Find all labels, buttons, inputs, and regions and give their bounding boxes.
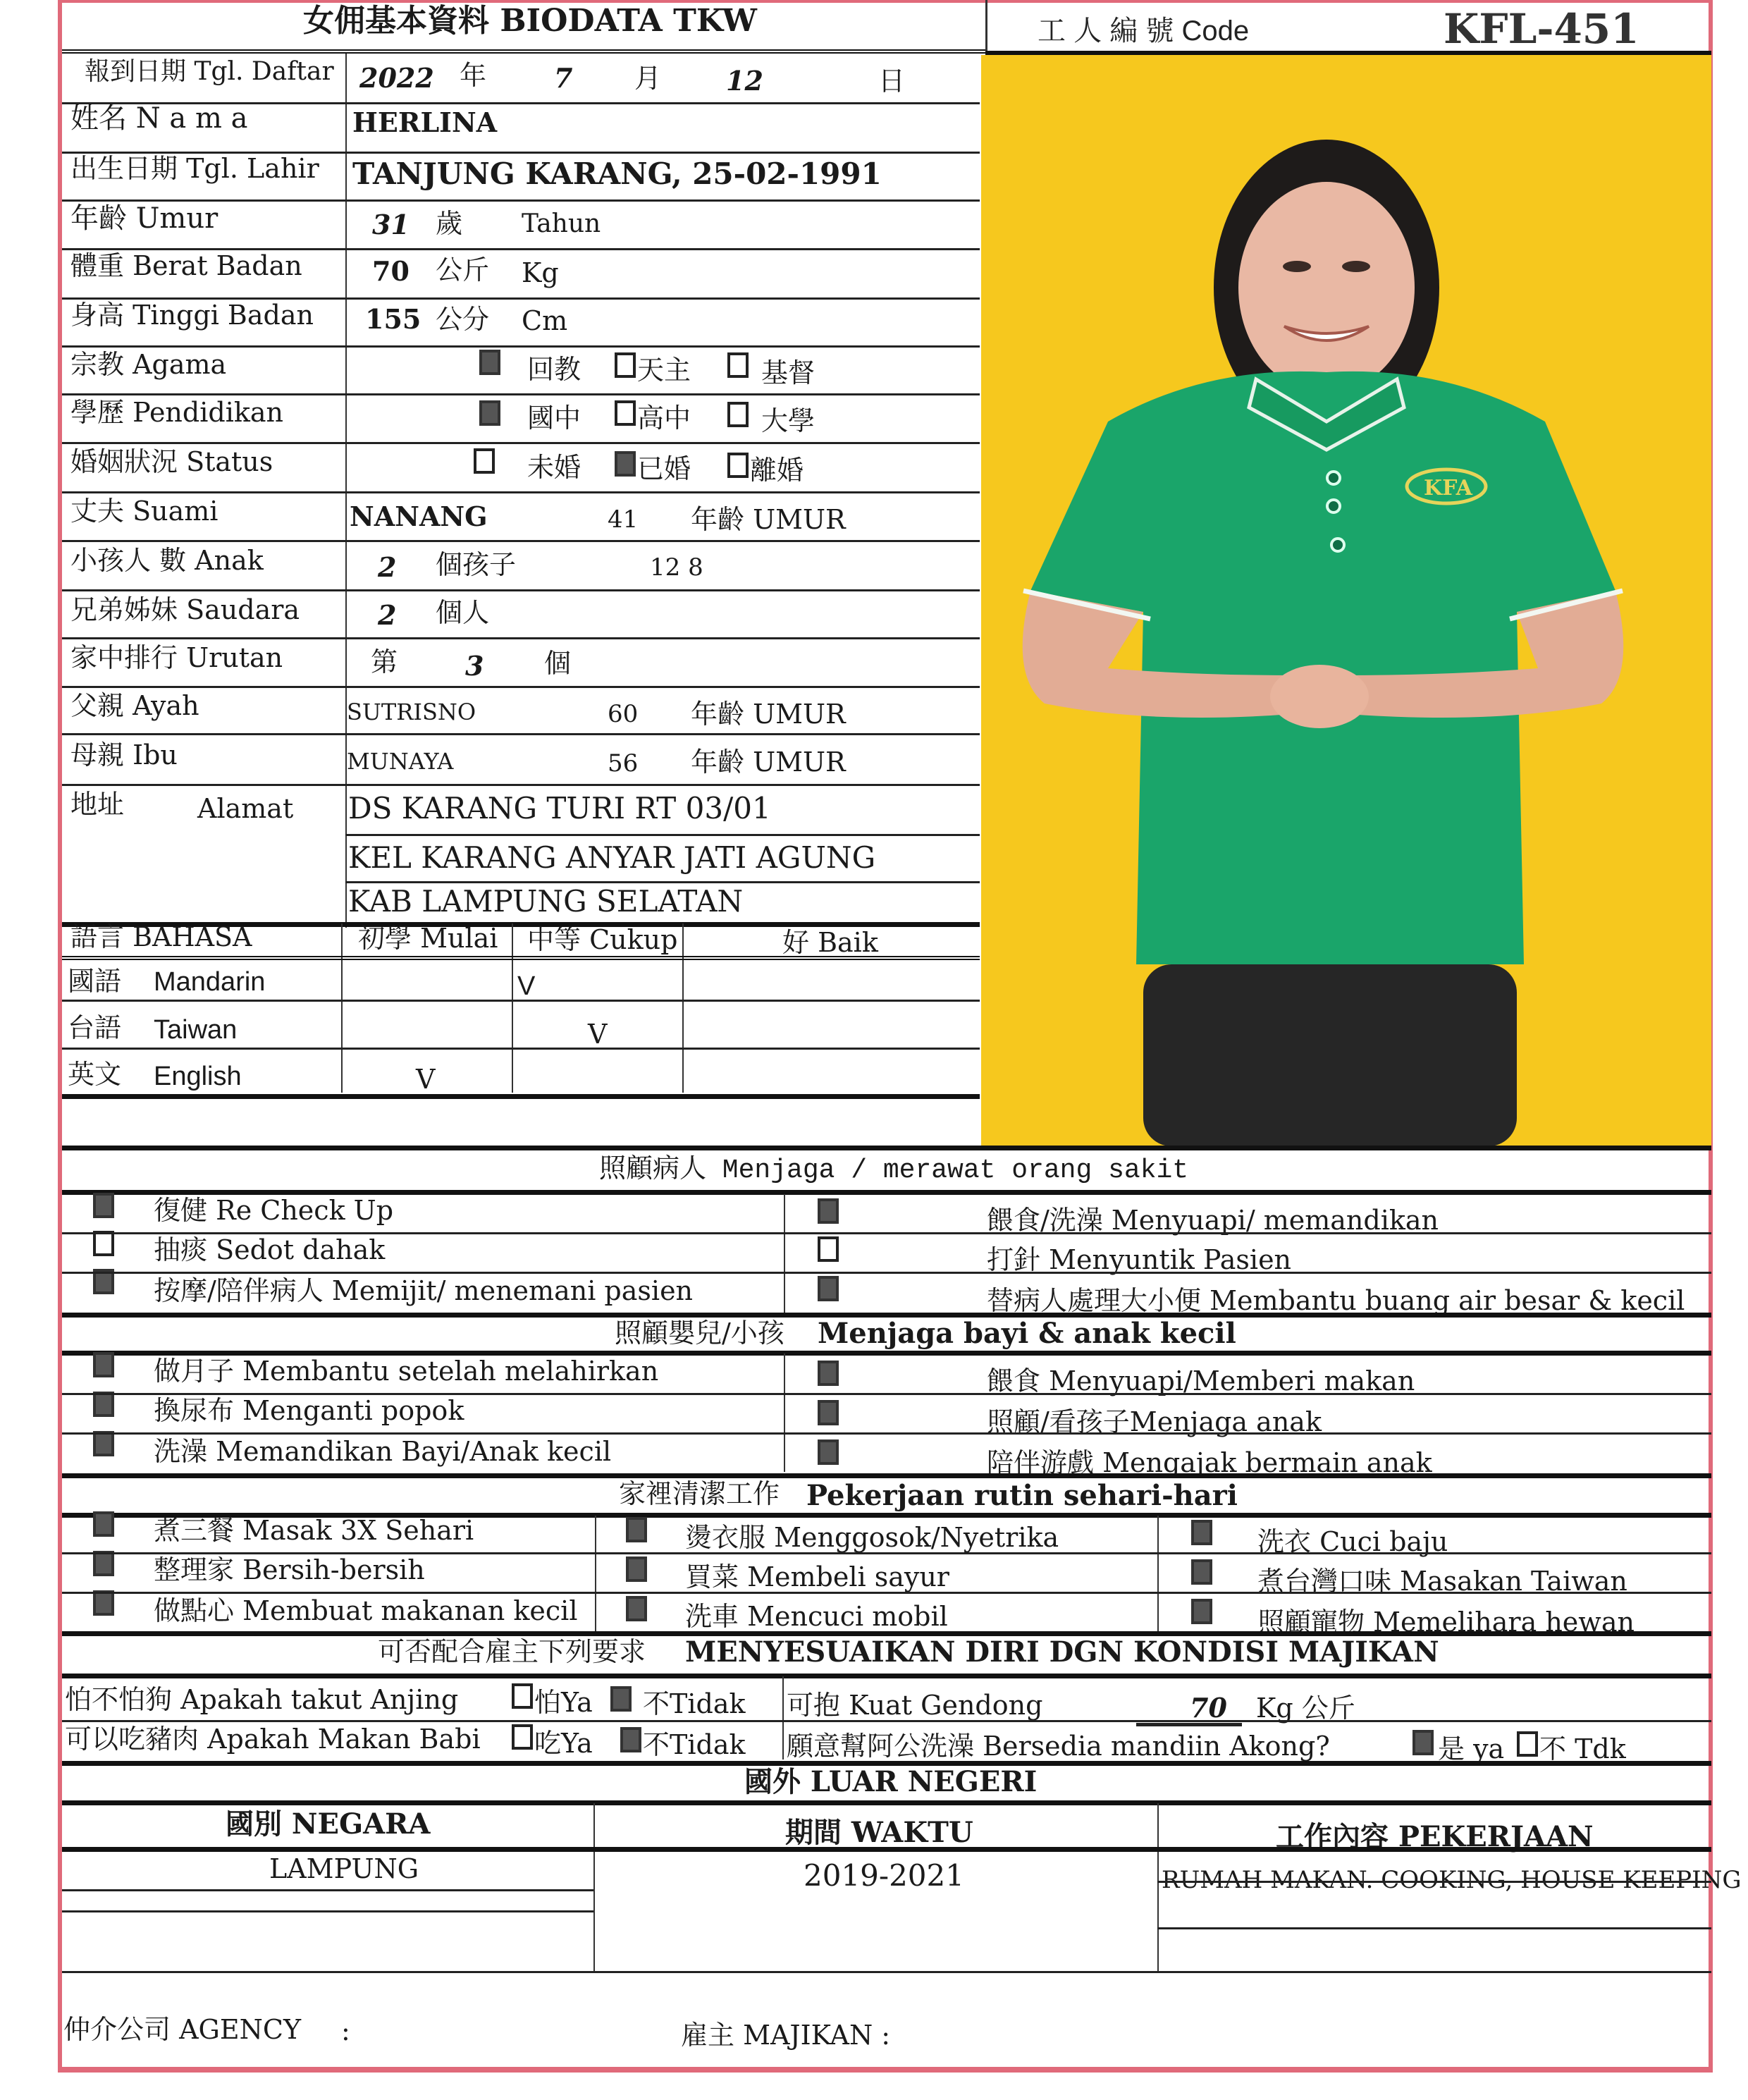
label-ibu: 母親 Ibu xyxy=(70,739,178,770)
sakit-right-checkbox-1[interactable] xyxy=(818,1198,839,1224)
agama-option-3: 基督 xyxy=(761,357,815,388)
agency-label: 仲介公司 AGENCY xyxy=(63,2014,302,2045)
label-urutan: 家中排行 Urutan xyxy=(70,642,283,673)
urutan-unit: 個 xyxy=(544,648,572,679)
agama-checkbox-3[interactable] xyxy=(727,352,749,378)
akong-yes-checkbox[interactable] xyxy=(1412,1730,1434,1755)
bahasa-row-2-cn: 台語 xyxy=(68,1014,122,1043)
rutin-title-cn: 家裡清潔工作 xyxy=(619,1478,780,1509)
bayi-title-rule xyxy=(62,1351,1711,1356)
rutin-col2-checkbox-2[interactable] xyxy=(626,1556,647,1582)
bayi-right-checkbox-2[interactable] xyxy=(818,1400,839,1425)
bahasa-row-1-en: Mandarin xyxy=(154,967,266,997)
alamat-line-2: KEL KARANG ANYAR JATI AGUNG xyxy=(348,840,876,875)
berat-unit-id: Kg xyxy=(522,257,559,288)
rutin-col2-checkbox-1[interactable] xyxy=(626,1517,647,1542)
label-column-divider xyxy=(345,54,347,928)
rutin-col1-item-2: 整理家 Bersih-bersih xyxy=(154,1554,425,1585)
babi-label: 可以吃豬肉 Apakah Makan Babi xyxy=(65,1724,481,1755)
luar-negeri-title-rule xyxy=(62,1800,1711,1805)
row-rule xyxy=(62,1048,980,1050)
luar-bottom-rule xyxy=(62,1971,1711,1973)
row-rule xyxy=(62,686,980,688)
sakit-right-item-1: 餵食/洗澡 Menyuapi/ memandikan xyxy=(987,1205,1439,1236)
bayi-col-divider xyxy=(784,1353,785,1472)
label-saudara: 兄弟姊妹 Saudara xyxy=(70,594,300,625)
shirt-logo-text: KFA xyxy=(1424,476,1472,501)
pendidikan-checkbox-3[interactable] xyxy=(727,402,749,427)
bahasa-row-3-en: English xyxy=(154,1062,242,1091)
saudara-unit: 個人 xyxy=(436,597,490,628)
label-tinggi: 身高 Tinggi Badan xyxy=(70,300,314,331)
row-rule xyxy=(62,491,980,493)
berat-unit-cn: 公斤 xyxy=(436,254,490,285)
row-rule xyxy=(1157,1881,1711,1883)
label-status: 婚姻狀況 Status xyxy=(70,446,273,477)
status-checkbox-2[interactable] xyxy=(615,451,636,477)
row-rule xyxy=(62,393,980,395)
urutan-value: 3 xyxy=(465,650,484,682)
sakit-right-item-3: 替病人處理大小便 Membantu buang air besar & kecil xyxy=(987,1285,1685,1316)
rutin-col2-item-3: 洗車 Mencuci mobil xyxy=(685,1601,948,1632)
bahasa-row-1-cn: 國語 xyxy=(68,967,122,997)
daftar-day-unit: 日 xyxy=(878,66,906,97)
rutin-col-divider xyxy=(595,1516,596,1633)
bahasa-col-divider xyxy=(512,923,513,1093)
bahasa-bottom-rule xyxy=(62,1094,980,1099)
bahasa-row-2-mark: V xyxy=(588,1019,608,1050)
rutin-col-divider xyxy=(1157,1516,1159,1633)
rutin-col1-checkbox-3[interactable] xyxy=(93,1590,114,1616)
rutin-col3-item-1: 洗衣 Cuci baju xyxy=(1257,1526,1448,1557)
rutin-col2-item-1: 燙衣服 Menggosok/Nyetrika xyxy=(685,1522,1059,1553)
bahasa-row-3-mark: V xyxy=(416,1064,436,1095)
rutin-col2-checkbox-3[interactable] xyxy=(626,1596,647,1621)
agama-option-1: 回教 xyxy=(527,354,581,385)
daftar-month-unit: 月 xyxy=(634,63,662,94)
bahasa-row-2-en: Taiwan xyxy=(154,1015,238,1045)
anjing-no-checkbox[interactable] xyxy=(610,1686,632,1712)
sakit-left-item-1: 復健 Re Check Up xyxy=(154,1195,394,1226)
row-rule xyxy=(62,442,980,444)
babi-yes-label: 吃Ya xyxy=(534,1728,593,1759)
label-berat: 體重 Berat Badan xyxy=(70,250,302,281)
bayi-left-checkbox-1[interactable] xyxy=(93,1352,114,1377)
babi-no-checkbox[interactable] xyxy=(620,1727,641,1752)
bayi-left-item-1: 做月子 Membantu setelah melahirkan xyxy=(154,1356,659,1387)
bayi-right-checkbox-1[interactable] xyxy=(818,1361,839,1386)
ayah-name: SUTRISNO xyxy=(347,699,476,725)
luar-row-1-negara: LAMPUNG xyxy=(269,1853,419,1884)
label-suami: 丈夫 Suami xyxy=(70,496,218,527)
bayi-right-item-2: 照顧/看孩子Menjaga anak xyxy=(987,1406,1322,1437)
document-title: 女佣基本資料 BIODATA TKW xyxy=(303,3,757,39)
bayi-left-item-2: 換尿布 Menganti popok xyxy=(154,1395,464,1426)
alamat-line-3: KAB LAMPUNG SELATAN xyxy=(348,884,744,919)
agama-option-2: 天主 xyxy=(637,355,691,386)
rutin-col3-item-2: 煮台灣口味 Masakan Taiwan xyxy=(1257,1566,1627,1597)
bayi-left-checkbox-3[interactable] xyxy=(93,1431,114,1456)
row-rule xyxy=(62,1432,1711,1435)
bahasa-header-rule xyxy=(62,956,980,964)
sakit-left-checkbox-2[interactable] xyxy=(93,1231,114,1256)
anjing-no-label: 不Tidak xyxy=(643,1688,746,1719)
akong-no-checkbox[interactable] xyxy=(1517,1731,1538,1757)
worker-code: KFL-451 xyxy=(1444,5,1639,53)
sakit-right-checkbox-2[interactable] xyxy=(818,1236,839,1262)
pendidikan-checkbox-2[interactable] xyxy=(615,400,636,426)
row-rule xyxy=(62,589,980,591)
luar-row-1-pekerjaan: RUMAH MAKAN. COOKING, HOUSE KEEPING xyxy=(1162,1866,1742,1894)
agency-colon: : xyxy=(341,2015,350,2046)
ibu-age: 56 xyxy=(608,749,639,778)
row-rule xyxy=(62,1000,980,1002)
luar-header-rule xyxy=(62,1847,1711,1852)
anak-count: 2 xyxy=(378,551,397,583)
suami-age: 41 xyxy=(608,505,639,534)
luar-col-divider xyxy=(593,1803,595,1971)
status-checkbox-3[interactable] xyxy=(727,453,749,478)
suami-age-label: 年齡 UMUR xyxy=(691,504,846,535)
row-rule xyxy=(62,637,980,639)
daftar-day: 12 xyxy=(726,65,763,97)
tinggi-value: 155 xyxy=(365,303,421,335)
berat-value: 70 xyxy=(372,255,410,287)
header-divider xyxy=(985,0,987,55)
label-ayah: 父親 Ayah xyxy=(70,690,199,721)
tgl-lahir-value: TANJUNG KARANG, 25-02-1991 xyxy=(352,156,882,191)
sakit-left-item-3: 按摩/陪伴病人 Memijit/ menemani pasien xyxy=(154,1275,694,1306)
worker-photo xyxy=(981,55,1711,1146)
row-rule xyxy=(62,199,980,202)
bahasa-level-cukup: 中等 Cukup xyxy=(527,924,678,955)
sakit-col-divider xyxy=(784,1194,785,1313)
luar-row-1-waktu: 2019-2021 xyxy=(804,1858,964,1893)
alamat-line-1: DS KARANG TURI RT 03/01 xyxy=(348,791,771,825)
kondisi-title-id: MENYESUAIKAN DIRI DGN KONDISI MAJIKAN xyxy=(685,1635,1439,1669)
luar-col-divider xyxy=(1157,1803,1159,1971)
luar-col-pekerjaan: 工作內容 PEKERJAAN xyxy=(1276,1820,1594,1853)
label-agama: 宗教 Agama xyxy=(70,349,227,380)
rutin-col1-checkbox-1[interactable] xyxy=(93,1511,114,1537)
rutin-title-id: Pekerjaan rutin sehari-hari xyxy=(806,1479,1238,1512)
bayi-title-cn: 照顧嬰兒/小孩 xyxy=(615,1318,784,1349)
label-umur: 年齡 Umur xyxy=(70,202,218,235)
row-rule xyxy=(62,1272,1711,1274)
bahasa-col-divider xyxy=(682,923,684,1093)
babi-yes-checkbox[interactable] xyxy=(512,1724,533,1750)
bayi-left-checkbox-2[interactable] xyxy=(93,1392,114,1417)
pendidikan-option-1: 國中 xyxy=(527,403,581,434)
daftar-month: 7 xyxy=(554,62,573,94)
bayi-title-id: Menjaga bayi & anak kecil xyxy=(818,1317,1236,1350)
sakit-right-checkbox-3[interactable] xyxy=(818,1276,839,1301)
gendong-value: 70 xyxy=(1190,1692,1227,1724)
label-alamat-id: Alamat xyxy=(197,793,294,824)
rutin-col3-checkbox-1[interactable] xyxy=(1191,1520,1212,1545)
rutin-col1-item-1: 煮三餐 Masak 3X Sehari xyxy=(154,1515,474,1546)
label-anak: 小孩人 數 Anak xyxy=(70,545,264,576)
gendong-underline xyxy=(1136,1723,1242,1726)
sakit-left-item-2: 抽痰 Sedot dahak xyxy=(154,1234,386,1265)
kondisi-col-divider xyxy=(782,1676,784,1760)
row-rule xyxy=(62,733,980,735)
umur-value: 31 xyxy=(372,209,410,240)
bahasa-level-baik: 好 Baik xyxy=(782,927,878,958)
pendidikan-option-2: 高中 xyxy=(637,403,691,434)
row-rule xyxy=(62,540,980,542)
daftar-year: 2022 xyxy=(359,62,434,94)
akong-label: 願意幫阿公洗澡 Bersedia mandiin Akong? xyxy=(787,1731,1330,1762)
luar-col-negara: 國別 NEGARA xyxy=(226,1807,431,1841)
ibu-age-label: 年齡 UMUR xyxy=(691,747,846,778)
tinggi-unit-id: Cm xyxy=(522,305,568,336)
bayi-bottom-rule xyxy=(62,1473,1711,1478)
row-rule xyxy=(345,834,980,836)
code-label: 工 人 編 號 Code xyxy=(1038,16,1250,47)
status-checkbox-1[interactable] xyxy=(474,448,495,474)
row-rule xyxy=(62,345,980,348)
row-rule xyxy=(62,1552,1711,1554)
label-tgl-daftar: 報到日期 Tgl. Daftar xyxy=(85,57,334,86)
saudara-count: 2 xyxy=(378,599,397,631)
gendong-label: 可抱 Kuat Gendong xyxy=(787,1690,1043,1721)
suami-name: NANANG xyxy=(350,501,488,532)
ibu-name: MUNAYA xyxy=(347,748,454,775)
nama-value: HERLINA xyxy=(352,106,498,138)
rutin-col1-item-3: 做點心 Membuat makanan kecil xyxy=(154,1595,578,1626)
sakit-title: 照顧病人 Menjaga / merawat orang sakit xyxy=(599,1155,1189,1186)
anak-ages: 12 8 xyxy=(650,553,703,582)
anak-unit: 個孩子 xyxy=(436,549,517,580)
row-rule xyxy=(62,1889,593,1891)
luar-negeri-title: 國外 LUAR NEGERI xyxy=(744,1765,1038,1798)
rutin-col3-item-3: 照顧寵物 Memelihara hewan xyxy=(1257,1607,1635,1638)
babi-no-label: 不Tidak xyxy=(643,1729,746,1760)
photo-illustration xyxy=(981,55,1711,1146)
agama-checkbox-1[interactable] xyxy=(479,350,500,375)
row-rule xyxy=(62,1910,593,1912)
label-pendidikan: 學歷 Pendidikan xyxy=(70,397,284,428)
rutin-col1-checkbox-2[interactable] xyxy=(93,1551,114,1576)
row-rule xyxy=(62,1232,1711,1234)
rutin-col3-checkbox-3[interactable] xyxy=(1191,1599,1212,1624)
pendidikan-option-3: 大學 xyxy=(761,405,815,436)
akong-no-label: 不 Tdk xyxy=(1539,1733,1626,1764)
bahasa-level-mulai: 初學 Mulai xyxy=(358,923,498,954)
rutin-col2-item-2: 買菜 Membeli sayur xyxy=(685,1561,949,1592)
umur-unit-cn: 歲 xyxy=(436,208,463,239)
label-tgl-lahir: 出生日期 Tgl. Lahir xyxy=(70,153,319,184)
daftar-year-unit: 年 xyxy=(460,60,487,91)
row-rule xyxy=(62,1393,1711,1395)
anjing-label: 怕不怕狗 Apakah takut Anjing xyxy=(65,1684,459,1715)
gendong-unit: Kg 公斤 xyxy=(1256,1693,1355,1724)
bahasa-header: 語言 BAHASA xyxy=(70,921,252,952)
label-alamat-cn: 地址 xyxy=(70,789,125,820)
ayah-age: 60 xyxy=(608,700,639,728)
photo-bottom-rule xyxy=(62,1146,1711,1150)
luar-col-waktu: 期間 WAKTU xyxy=(785,1816,973,1849)
anjing-yes-checkbox[interactable] xyxy=(512,1683,533,1709)
row-rule xyxy=(62,1592,1711,1594)
kondisi-title-rule xyxy=(62,1674,1711,1678)
urutan-prefix: 第 xyxy=(371,646,398,677)
status-option-3: 離婚 xyxy=(750,455,804,486)
label-nama: 姓名 N a m a xyxy=(70,102,248,135)
sakit-right-item-2: 打針 Menyuntik Pasien xyxy=(987,1244,1292,1275)
bahasa-row-3-cn: 英文 xyxy=(68,1060,122,1090)
majikan-label: 雇主 MAJIKAN : xyxy=(681,2020,891,2051)
ayah-age-label: 年齡 UMUR xyxy=(691,699,846,730)
row-rule xyxy=(62,1720,1711,1722)
agama-checkbox-2[interactable] xyxy=(615,352,636,378)
bayi-right-item-1: 餵食 Menyuapi/Memberi makan xyxy=(987,1365,1415,1396)
status-option-2: 已婚 xyxy=(637,453,691,484)
status-option-1: 未婚 xyxy=(527,452,581,483)
sakit-left-checkbox-1[interactable] xyxy=(93,1193,114,1218)
kondisi-title-cn: 可否配合雇主下列要求 xyxy=(378,1636,646,1667)
row-rule xyxy=(62,784,980,786)
bayi-right-checkbox-3[interactable] xyxy=(818,1439,839,1465)
bahasa-row-1-mark: V xyxy=(517,971,536,1001)
tinggi-unit-cn: 公分 xyxy=(436,304,490,335)
rutin-col3-checkbox-2[interactable] xyxy=(1191,1559,1212,1585)
umur-unit-id: Tahun xyxy=(522,209,601,238)
akong-yes-label: 是 ya xyxy=(1438,1733,1505,1764)
row-rule xyxy=(345,881,980,883)
bayi-right-item-3: 陪伴游戲 Mengajak bermain anak xyxy=(987,1447,1432,1478)
bayi-left-item-3: 洗澡 Memandikan Bayi/Anak kecil xyxy=(154,1436,612,1467)
anjing-yes-label: 怕Ya xyxy=(534,1687,593,1718)
sakit-title-rule xyxy=(62,1190,1711,1195)
bahasa-col-divider xyxy=(341,923,343,1093)
row-rule xyxy=(1157,1927,1711,1929)
pendidikan-checkbox-1[interactable] xyxy=(479,400,500,426)
